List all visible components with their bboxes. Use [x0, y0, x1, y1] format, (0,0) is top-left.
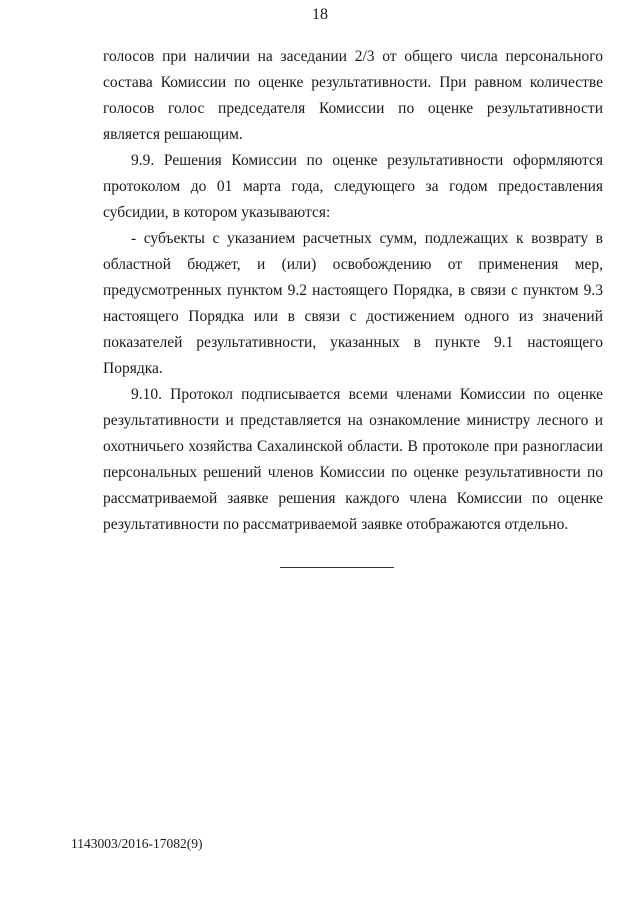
end-divider-line — [280, 567, 394, 568]
paragraph-continuation: голосов при наличии на заседании 2/3 от общего числа персонального состава Комиссии по оценке результативности. При равном количестве голосов голос председателя Комиссии по оценке результативности является решающим. — [103, 48, 603, 143]
page-number: 18 — [312, 6, 328, 23]
document-body — [103, 44, 603, 538]
document-code: 1143003/2016-17082(9) — [71, 836, 203, 851]
paragraph-list-item: - субъекты с указанием расчетных сумм, подлежащих к возврату в областной бюджет, и (или) освобождению от применения мер, предусмотренных пунктом 9.2 настоящего Порядка, в связи с пунктом 9.3 настоящего Порядка или в связи с достижением одного из значений показателей результативности, указанных в пункте 9.1 настоящего Порядка. — [103, 230, 603, 377]
paragraph-9-9: 9.9. Решения Комиссии по оценке результативности оформляются протоколом до 01 марта года, следующего за годом предоставления субсидии, в котором указываются: — [103, 152, 603, 221]
paragraph-9-10: 9.10. Протокол подписывается всеми членами Комиссии по оценке результативности и представляется на ознакомление министру лесного и охотничьего хозяйства Сахалинской области. В протоколе при разногласии персональных решений членов Комиссии по оценке результативности по рассматриваемой заявке решения каждого члена Комиссии по оценке результативности по рассматриваемой заявке отображаются отдельно. — [103, 386, 603, 533]
